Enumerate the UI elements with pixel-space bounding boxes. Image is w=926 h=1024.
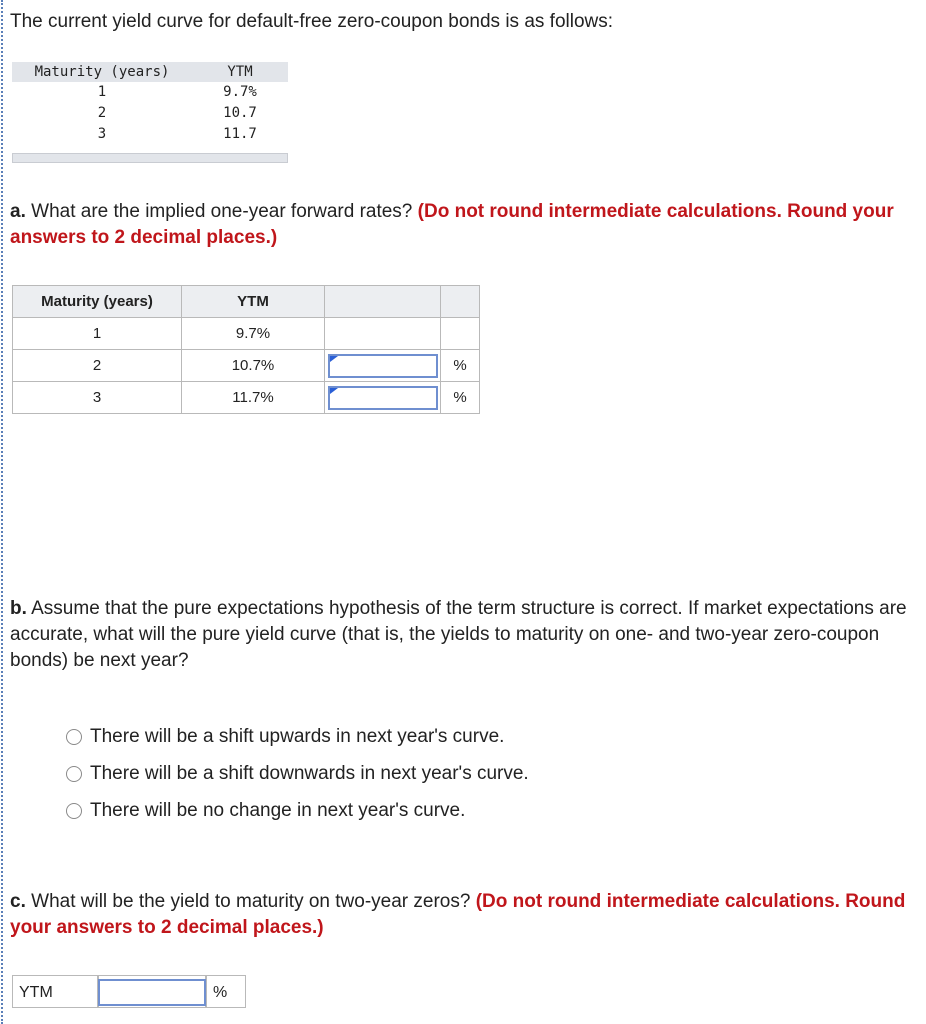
- given-table-header: [12, 62, 288, 82]
- part-b-label: b.: [10, 598, 27, 619]
- given-header-maturity: Maturity (years): [34, 64, 170, 80]
- part-a-instruction: (Do not round intermediate calculations. Round your answers to 2 decimal places.): [10, 201, 894, 248]
- option-label: There will be no change in next year's curve.: [90, 799, 466, 821]
- header-ytm: YTM: [182, 286, 325, 318]
- given-table-row: [12, 124, 288, 145]
- cell-input: [325, 350, 441, 382]
- header-maturity: Maturity (years): [13, 286, 182, 318]
- option-label: There will be a shift downwards in next year's curve.: [90, 762, 529, 784]
- part-c-question: [10, 889, 915, 941]
- part-a-label: a.: [10, 201, 26, 222]
- part-b-text: Assume that the pure expectations hypothesis of the term structure is correct. If market expectations are accurate, what will the pure yield curve (that is, the yields to maturity on one- and two-year zero-coupon bonds) be next year?: [10, 598, 907, 671]
- left-border-rule: [1, 0, 3, 1024]
- header-unit: [441, 286, 480, 318]
- cell-input: [325, 382, 441, 414]
- input-marker-icon: [330, 388, 338, 394]
- cell-maturity: 3: [13, 382, 182, 414]
- forward-rates-table: [12, 285, 480, 414]
- given-cell-maturity: 3: [97, 126, 107, 142]
- given-table-row: [12, 82, 288, 103]
- header-forward-rate: [325, 286, 441, 318]
- intro-text: The current yield curve for default-free zero-coupon bonds is as follows:: [10, 11, 614, 32]
- cell-unit: %: [441, 382, 480, 414]
- cell-maturity: 2: [13, 350, 182, 382]
- given-header-ytm: YTM: [227, 64, 253, 80]
- table-row: [13, 318, 480, 350]
- table-row: [13, 382, 480, 414]
- ytm-two-year-input[interactable]: [98, 979, 206, 1006]
- part-c-text: What will be the yield to maturity on two-year zeros?: [25, 891, 476, 912]
- radio-button[interactable]: [66, 803, 82, 819]
- table-row: [13, 350, 480, 382]
- forward-rate-input-year-2[interactable]: [328, 354, 438, 378]
- option-label: There will be a shift upwards in next year's curve.: [90, 725, 505, 747]
- part-a-text: What are the implied one-year forward rates?: [25, 201, 418, 222]
- option-shift-up[interactable]: [66, 718, 529, 755]
- radio-button[interactable]: [66, 729, 82, 745]
- forward-rate-input-year-3[interactable]: [328, 386, 438, 410]
- part-c-label: c.: [10, 891, 26, 912]
- part-c-answer-row: [12, 975, 246, 1008]
- given-yield-table: [12, 62, 288, 163]
- ytm-field-label: YTM: [12, 975, 98, 1008]
- given-table-footer: [12, 153, 288, 163]
- radio-button[interactable]: [66, 766, 82, 782]
- option-no-change[interactable]: [66, 792, 529, 829]
- cell-empty: [325, 318, 441, 350]
- given-cell-ytm: 10.7: [223, 105, 257, 121]
- cell-ytm: 11.7%: [182, 382, 325, 414]
- ytm-unit: %: [206, 975, 246, 1008]
- given-cell-ytm: 9.7%: [223, 84, 257, 100]
- answer-table-header: [13, 286, 480, 318]
- part-b-question: [10, 596, 915, 674]
- given-cell-maturity: 1: [97, 84, 107, 100]
- given-cell-maturity: 2: [97, 105, 107, 121]
- cell-ytm: 9.7%: [182, 318, 325, 350]
- part-b-options: [66, 718, 529, 829]
- part-c-instruction: (Do not round intermediate calculations. Round your answers to 2 decimal places.): [10, 891, 906, 938]
- cell-maturity: 1: [13, 318, 182, 350]
- input-marker-icon: [330, 356, 338, 362]
- given-table-row: [12, 103, 288, 124]
- cell-ytm: 10.7%: [182, 350, 325, 382]
- option-shift-down[interactable]: [66, 755, 529, 792]
- part-a-question: [10, 199, 915, 251]
- given-cell-ytm: 11.7: [223, 126, 257, 142]
- cell-empty: [441, 318, 480, 350]
- cell-unit: %: [441, 350, 480, 382]
- ytm-field-cell: [98, 975, 206, 1008]
